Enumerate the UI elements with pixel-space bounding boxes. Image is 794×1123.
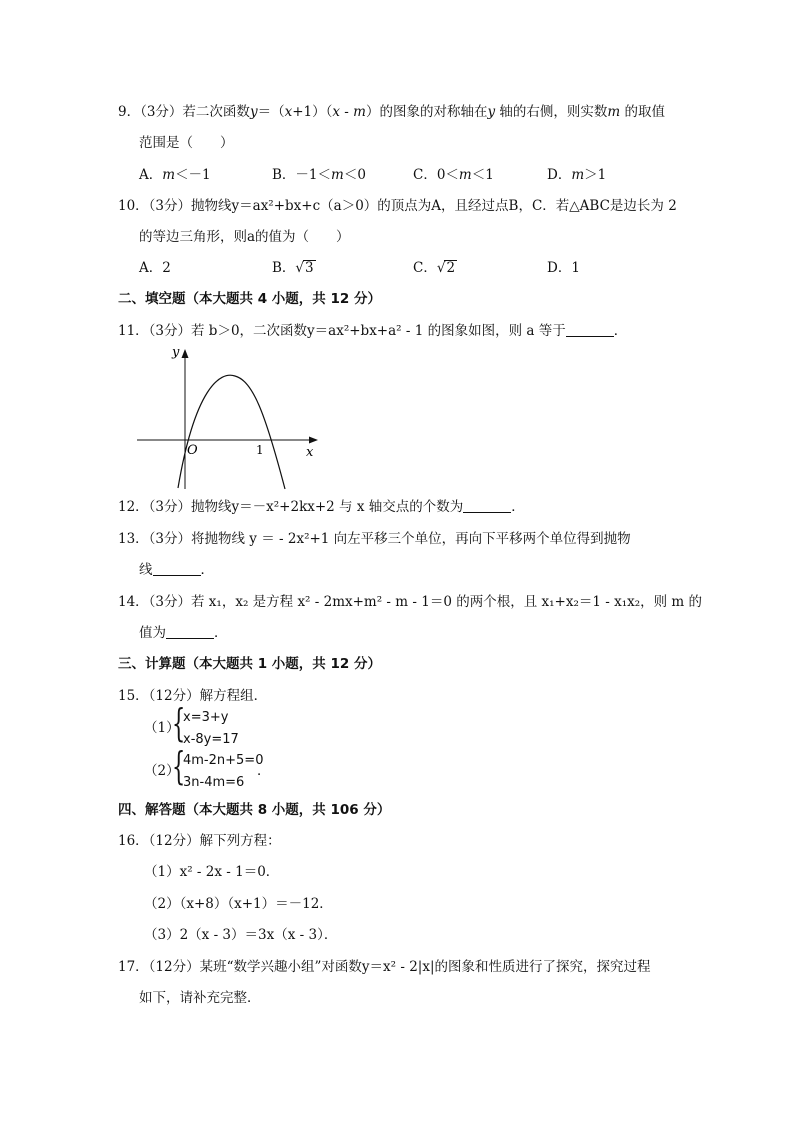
q14-end: ． xyxy=(214,625,228,641)
section-answer-heading: 四、解答题（本大题共 8 小题，共 106 分） xyxy=(118,802,391,818)
q9-fn-mid: +1）（ xyxy=(292,104,333,120)
q9-tail: 轴的右侧，则实数 xyxy=(495,104,608,120)
q12-end: ． xyxy=(511,499,525,515)
q10-option-b-radicand: 3 xyxy=(305,260,314,276)
q12-text: 12．（3分）抛物线y＝－x²+2kx+2 与 x 轴交点的个数为 xyxy=(118,499,464,515)
q15-part1-eq2: x-8y=17 xyxy=(183,732,239,747)
left-brace-icon: { xyxy=(172,744,186,788)
q16-line1: 16．（12分）解下列方程： xyxy=(118,833,281,849)
sqrt-icon: √ xyxy=(295,260,305,276)
y-axis-arrow-icon xyxy=(182,349,189,358)
q15-part2-label: （2） xyxy=(144,763,180,779)
q10-line2: 的等边三角形，则a的值为（ ） xyxy=(139,229,350,245)
q9-fn-minus: - xyxy=(339,104,354,120)
q16-part3: （3）2（x - 3）＝3x（x - 3）． xyxy=(144,927,338,943)
q11-parabola-graph xyxy=(135,343,325,493)
q15-part1-eq1: x=3+y xyxy=(183,710,229,725)
q15-line1: 15．（12分）解方程组． xyxy=(118,688,268,704)
q9-option-c-label: C．0＜ xyxy=(413,167,459,183)
q9-prefix: 9．（3分）若二次函数 xyxy=(118,104,250,120)
q9-option-a-text: ＜－1 xyxy=(175,167,211,183)
q11-line1 xyxy=(118,321,627,341)
q14-line2 xyxy=(139,623,228,643)
parabola-curve xyxy=(178,375,285,489)
q9-option-a[interactable] xyxy=(139,165,211,185)
q14-answer-blank[interactable] xyxy=(166,624,214,639)
q15-part2-eq1: 4m-2n+5=0 xyxy=(183,753,264,768)
q11-answer-blank[interactable] xyxy=(566,322,614,337)
q9-option-c[interactable] xyxy=(413,165,494,185)
q9-option-b-text: ＜0 xyxy=(343,167,366,183)
q13-end: ． xyxy=(200,562,214,578)
q11-text: 11．（3分）若 b＞0，二次函数y＝ax²+bx+a² - 1 的图象如图，则 a 等于 xyxy=(118,323,566,339)
x-axis-arrow-icon xyxy=(309,437,318,444)
q10-option-c[interactable] xyxy=(413,258,457,278)
q9-var-x1: x xyxy=(284,104,293,120)
q9-fn-close: ）的图象的对称轴在 xyxy=(365,104,488,120)
q10-option-c-label: C． xyxy=(413,260,437,276)
q9-var-m1: m xyxy=(353,104,366,120)
q9-option-d[interactable] xyxy=(547,165,606,185)
q10-option-a-label: A． xyxy=(139,260,163,276)
origin-label: O xyxy=(187,443,198,458)
q10-line1: 10．（3分）抛物线y＝ax²+bx+c（a＞0）的顶点为A，且经过点B，C．若△ABC是边长为 2 xyxy=(118,198,677,214)
q10-option-d-text: 1 xyxy=(571,260,580,276)
q10-option-b[interactable] xyxy=(272,258,316,278)
q14-text2: 值为 xyxy=(139,625,166,641)
q15-part1-label: （1） xyxy=(144,720,180,736)
q9-option-a-label: A． xyxy=(139,167,163,183)
q12-answer-blank[interactable] xyxy=(463,498,511,513)
q13-answer-blank[interactable] xyxy=(153,561,201,576)
y-axis-label: y xyxy=(172,345,180,360)
q15-part2-end: ． xyxy=(257,763,271,779)
q10-option-d-label: D． xyxy=(547,260,572,276)
q9-option-d-text: ＞1 xyxy=(584,167,607,183)
x-axis-label: x xyxy=(306,445,314,460)
sqrt-icon: √ xyxy=(436,260,446,276)
q9-option-b-var: m xyxy=(331,167,344,183)
q9-axis-y: y xyxy=(487,104,496,120)
q16-part1: （1）x² - 2x - 1＝0． xyxy=(144,864,280,880)
q9-option-c-var: m xyxy=(458,167,472,183)
q10-option-a-text: 2 xyxy=(162,260,171,276)
q11-end: ． xyxy=(613,323,628,339)
q17-line2: 如下，请补充完整． xyxy=(139,990,261,1006)
q13-line2 xyxy=(139,560,214,580)
q9-option-b-label: B．－1＜ xyxy=(272,167,332,183)
q9-line1 xyxy=(118,102,665,122)
q12-line1 xyxy=(118,497,525,517)
q14-line1: 14．（3分）若 x₁，x₂ 是方程 x² - 2mx+m² - m - 1＝0 的两个根，且 x₁+x₂＝1 - x₁x₂，则 m 的 xyxy=(118,594,703,610)
q9-line2: 范围是（ ） xyxy=(139,135,234,151)
q13-line1: 13．（3分）将抛物线 y ＝ - 2x²+1 向左平移三个单位，再向下平移两个单位得到抛物 xyxy=(118,531,631,547)
section-fill-in-heading: 二、填空题（本大题共 4 小题，共 12 分） xyxy=(118,291,381,307)
q15-part2-eq2: 3n-4m=6 xyxy=(183,775,245,790)
q9-var-x2: x xyxy=(332,104,340,120)
q10-option-a[interactable] xyxy=(139,258,171,278)
q9-option-a-var: m xyxy=(162,167,176,183)
q9-fn-eq: ＝（ xyxy=(257,104,285,120)
q9-option-c-text: ＜1 xyxy=(471,167,494,183)
q17-line1: 17．（12分）某班“数学兴趣小组”对函数y＝x² - 2|x|的图象和性质进行了探究，探究过程 xyxy=(118,959,651,975)
q16-part2: （2）（x+8）（x+1）＝－12． xyxy=(144,896,333,912)
section-calc-heading: 三、计算题（本大题共 1 小题，共 12 分） xyxy=(118,656,381,672)
q13-text2: 线 xyxy=(139,562,153,578)
x-tick-label: 1 xyxy=(256,443,264,457)
q9-option-d-var: m xyxy=(571,167,585,183)
q9-var-y: y xyxy=(249,104,258,120)
q9-tail2: 的取值 xyxy=(620,104,665,120)
q9-option-d-label: D． xyxy=(547,167,572,183)
left-brace-icon: { xyxy=(172,701,186,745)
q10-option-d[interactable] xyxy=(547,258,580,278)
q10-option-c-radicand: 2 xyxy=(446,260,456,276)
q9-var-m2: m xyxy=(607,104,621,120)
q9-option-b[interactable] xyxy=(272,165,366,185)
q10-option-b-label: B． xyxy=(272,260,296,276)
